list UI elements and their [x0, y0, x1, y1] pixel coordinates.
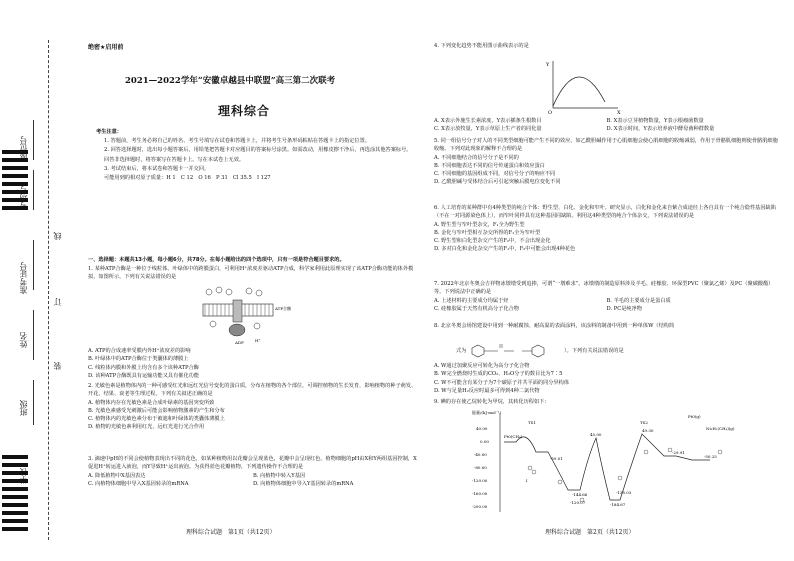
option-c: C. 线粒体内膜和外膜上均含有多个该种ATP合酶: [88, 364, 199, 371]
option-d: D. 多对白化和金化杂交产生的F₁中，F₂中可能会出现4种花色: [434, 246, 576, 253]
notes-item: 2. 回答选择题时，选出每小题答案后，用铅笔把答题卡对应题目的答案标号涂黑。如需改动，用橡皮擦干净后，再选涂其他答案标号。回答非选择题时，将答案写在答题卡上。写在本试卷上无效。: [104, 147, 412, 163]
option-b: B. 叶绿体中的ATP合酶位于类囊体的薄膜上: [88, 356, 189, 363]
question-stem: 7. 2022年北京冬奥会吉祥物冰墩墩受到追捧，可谓“一墩难求”。冰墩墩的制造原料涉及羊毛、硅橡胶、环保型PVC（聚氯乙烯）及PC（聚碳酸酯）等。下列说法中正确的是: [434, 281, 774, 296]
option-b: B. 不同细胞表达不同的信号传递蛋白和效应蛋白: [434, 162, 545, 169]
energy-value: -59.01: [550, 456, 563, 461]
curve-origin-label: O: [548, 110, 553, 116]
option-b: B. 向植物中转入Y基因: [253, 472, 306, 479]
question-2: [88, 382, 418, 432]
question-4: [434, 42, 779, 50]
question-stem: 1. 某种ATP合酶是一种位于线粒体、叶绿体中的跨膜蛋白，可利用H⁺浓度差驱动ATP合成，科学家利用此原理实现了该ATP合酶功能的体外模拟，如图所示。下列有关说法错误的是: [88, 266, 414, 281]
atp-synthase-figure: [195, 286, 305, 348]
energy-profile-diagram: [470, 408, 780, 518]
binding-label-class: 班级: [19, 400, 28, 416]
binding-field-line: [33, 310, 34, 360]
section-heading: 一、选择题：本题共13小题，每小题6分，共78分。在每小题给出的四个选项中，只有一项是符合题目要求的。: [88, 257, 345, 263]
notes-item: 1. 答题前，考生务必将自己的姓名、考生号填写在试卷和答题卡上，并将考生号条形码粘贴在答题卡上的指定位置。: [104, 138, 370, 145]
binding-label-room: 考场号: [19, 186, 28, 210]
option-a: A. 植物体内存在光敏色素是合成叶绿素的基因突变所致: [88, 399, 215, 406]
binding-label-seat: 座位号: [19, 136, 28, 160]
ts-label: TS2: [640, 420, 648, 425]
question-3: [88, 455, 418, 488]
exam-title: 2021—2022学年“安徽卓越县中联盟”高三第二次联考: [125, 76, 336, 86]
state-label: Pt0(g): [688, 414, 701, 419]
exam-notes: [96, 128, 416, 183]
option-b: B. 光敏色素感受光刺激后可能会影响植物激素的产生和分布: [88, 407, 225, 414]
option-b: B. X表示豆芽植物数量，Y表示根瘤菌数量: [606, 118, 704, 124]
binding-label-exam-id: 准考证号: [19, 262, 28, 294]
hplus-label: H⁺: [255, 338, 261, 343]
binding-field-line: [33, 380, 34, 425]
notes-item: 3. 考试结束后，将本试卷和答题卡一并交回。: [104, 165, 210, 172]
energy-value: -184.67: [610, 502, 626, 507]
option-a: A. X表示外施生长素浓度，Y表示插条生根数目: [434, 118, 542, 124]
notes-heading: 考生注意：: [96, 129, 122, 135]
option-d: D. 向植物体细胞中导入Y基因转录的mRNA: [253, 480, 354, 487]
notes-item: 可能用到的相对原子质量：H 1 C 12 O 16 P 31 Cl 35.5 I 127: [104, 175, 271, 182]
binding-field-line: [33, 170, 34, 210]
option-d: D. PC是纯净物: [606, 305, 642, 312]
option-d: D. 该种ATP合酶既具有运输功能又具有催化功能: [88, 372, 200, 379]
question-stem: 2. 光敏色素是植物体内的一种可感受红光和远红光信号变化的蛋白质，分布在植物的各个部位，可调控植物的生长发育，影响植物的种子萌发、开花、结果、衰老等生理过程。下列有关叙述正确的是: [88, 383, 417, 398]
options-grid: [434, 297, 779, 314]
binding-field-line: [33, 240, 34, 290]
question-stem: 3. 滴速中pH的不同会使植物表现出不同的花色，如某种植物用以花瓣会呈现蓝色，花瓣中会呈现红色。植物细胞的pH由X和Y两组基因控制，X促进H⁺转运进入液泡，而Y导致H⁺运出液泡。为获得蓝色花瓣植物，下列遗传操作不合理的是: [88, 456, 417, 471]
option-a: A. 降低植物中X基因表达: [88, 472, 146, 479]
question-1-options: [88, 347, 418, 380]
binding-mark-line: 线: [53, 232, 62, 240]
options-grid: [88, 472, 418, 489]
adp-label: ADP: [235, 340, 244, 345]
energy-value: -144.66: [572, 492, 588, 497]
ts-label: TS1: [528, 420, 536, 425]
energy-value: 49.30: [642, 428, 654, 433]
option-b: B. 羊毛的主要成分是蛋白质: [606, 297, 671, 304]
options-grid: [434, 117, 779, 134]
option-a: A. 不同细胞结合的信号分子是不同的: [434, 154, 519, 161]
question-stem: 6. 人工培育的某种群中有4种类型的纯合个体：野生型、白化、金化和窄叶。研究显示，白化和金化来自紫合成途径上各自具有一个纯合隐性基因缺陷（不在一对同源染色体上），而窄叶同样具有这种基因同缺陷。利用这4种类型的纯合个体杂交，下列说法错误的是: [434, 205, 776, 220]
footer-page-1: 理科综合试题 第1页（共12页）: [186, 529, 276, 536]
question-1: [88, 265, 418, 282]
option-d: D. 植物的光敏色素利用红光，远红光进行光合作用: [88, 424, 205, 431]
curve-figure: [543, 58, 623, 116]
question-7: [434, 280, 779, 313]
y-tick: -200.00: [472, 504, 488, 509]
option-d: D. X表示时间，Y表示培养液中酵母菌种群数量: [606, 126, 715, 133]
w-structure-drawing: [470, 343, 560, 359]
y-tick: -40.00: [474, 452, 487, 457]
state-label: Ni₂H₁(CH₄)(g): [706, 426, 735, 431]
option-c: C. 植物体内的光敏色素分布于被遮和叶绿体的类囊体薄膜上: [88, 416, 225, 423]
binding-mark-fold: 装: [53, 362, 62, 370]
option-d: D. 乙酰胆碱与受体结合后可引起突触后膜电位变化不同: [434, 179, 561, 186]
binding-strip: [0, 0, 70, 561]
option-c: C. 硅橡胶属于天然有机高分子化合物: [434, 305, 519, 312]
question-6: [434, 204, 779, 254]
curve-x-label: X: [617, 110, 621, 116]
curve-y-label: Y: [546, 62, 550, 68]
binding-mark-bind: 订: [53, 298, 62, 306]
option-c: C. X表示放牧量，Y表示草原上生产者的同化量: [434, 126, 542, 133]
question-5: [434, 137, 779, 187]
option-c: C. 野生型和白化型杂交产生的F₂中，不会出现金化: [434, 238, 551, 245]
option-a: A. 野生型与窄叶型杂交，F₁全为野生型: [434, 221, 525, 228]
option-a: A. ATP的合成速率受膜内外H⁺浓度差的影响: [88, 348, 191, 354]
option-d: D. W与足量H₂反应时最多可得到4种二氯代物: [434, 387, 540, 394]
option-c: C. W不可能含有某分子为7个碳原子并共平面的同分异构体: [434, 379, 570, 386]
option-a: A. 上述材料的主要成分均属于烃: [434, 297, 509, 304]
binding-label-school: 学校: [19, 468, 28, 484]
state-label: Pt0(CH₄): [504, 434, 523, 439]
binding-bars-bottom: [2, 455, 28, 535]
energy-value: 45.00: [590, 432, 602, 437]
y-tick: 0.00: [480, 439, 489, 444]
binding-label-name: 姓名: [19, 332, 28, 348]
y-tick: -160.00: [472, 491, 488, 496]
y-tick: -120.00: [472, 478, 488, 483]
atp-label: ATP合酶: [275, 306, 292, 311]
footer-page-2: 理科综合试题 第2页（共12页）: [545, 529, 635, 536]
y-tick: -80.00: [474, 465, 487, 470]
intermediate-label: I: [526, 478, 528, 483]
question-stem: 5. 同一组信号分子对人的不同类型细胞可能产生不同的效应，如乙酰胆碱作用于心肌细胞会使心肌细胞的收缩减弱，作用于骨骼肌细胞则使骨骼肌细胞收缩。下列对此现象的解释不合理的是: [434, 138, 778, 153]
w-structure-formula: [456, 343, 686, 359]
question-8-options: [434, 362, 779, 395]
question-9: [434, 398, 779, 406]
question-8: [434, 322, 779, 330]
question-stem: 9. 碘的存在使乙烷转化为甲烷，其转化历程如下：: [434, 399, 550, 405]
formula-suffix: ）。下列有关说法错误的是: [564, 348, 624, 354]
energy-value: -120.07: [570, 500, 586, 505]
option-a: A. W通过加聚反应可转化为高分子化合物: [434, 363, 530, 369]
energy-value: -135.03: [616, 490, 632, 495]
option-c: C. 向植物体细胞中导入X基因转录的mRNA: [88, 480, 189, 487]
question-stem: 4. 下列变化趋势不能用图示曲线表示的是: [434, 43, 529, 49]
binding-dashed-line: [48, 40, 49, 540]
subject-title: 理科综合: [218, 104, 271, 118]
formula-prefix: 式为: [456, 348, 467, 354]
question-stem: 8. 北京冬奥会场馆建设中用到一种耐腐蚀、耐高温的表面涂料，该涂料的制备中用到一种单体W（结构简: [434, 323, 675, 329]
option-b: B. W完全燃烧时生成的CO₂、H₂O分子的数目比为7∶5: [434, 371, 563, 378]
y-tick: 40.00: [476, 426, 488, 431]
energy-y-label: 能量/(kJ·mol⁻¹): [472, 410, 501, 415]
secret-label: 绝密★启用前: [88, 44, 124, 51]
energy-value: -29.91: [672, 450, 685, 455]
binding-field-line: [33, 120, 34, 160]
question-4-options: [434, 117, 779, 134]
energy-value: -50.25: [704, 454, 717, 459]
option-b: B. 金化与窄叶型相互杂交所得的F₁全为窄叶型: [434, 229, 541, 236]
option-c: C. 不同细胞的基因组成不同，对信号分子的响应不同: [434, 171, 556, 178]
